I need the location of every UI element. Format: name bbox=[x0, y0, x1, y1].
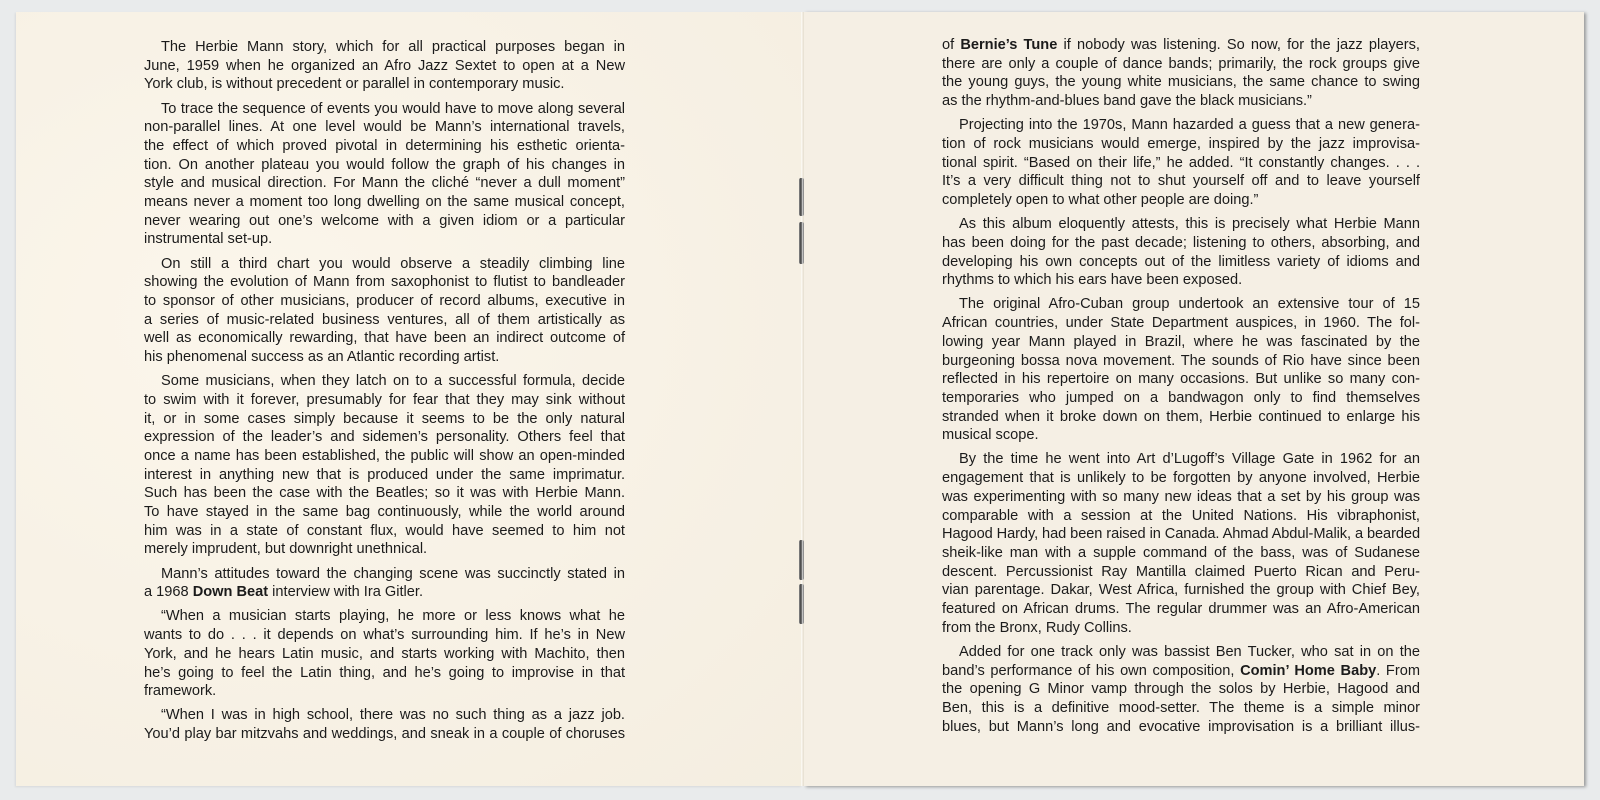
text-line: blues, but Mann’s long and evocative improvisation is a brilliant illus- bbox=[942, 718, 1420, 735]
paragraph bbox=[144, 38, 625, 94]
text-line: temporaries who jumped on a bandwagon only to find themselves bbox=[942, 389, 1420, 406]
text-line: instrumental set-up. bbox=[144, 231, 273, 248]
text-line: showing the evolution of Mann from saxophonist to flutist to bandleader bbox=[144, 274, 625, 291]
text-line: from the Bronx, Rudy Collins. bbox=[942, 619, 1132, 636]
text-line: The Herbie Mann story, which for all practical purposes began in bbox=[161, 39, 625, 55]
text-line: him was in a state of constant flux, would have seemed to him not bbox=[144, 522, 625, 539]
paragraph bbox=[144, 607, 625, 700]
text-line: to swim with it forever, presumably for fear that they may sink without bbox=[144, 391, 625, 408]
text-line: never wearing out one’s welcome with a given idiom or a particular bbox=[144, 212, 625, 229]
paragraph bbox=[942, 36, 1420, 111]
text-line: means never a moment too long dwelling on the same musical concept, bbox=[144, 194, 625, 210]
text-line: was experimenting with so many new ideas that a set by his group was bbox=[942, 488, 1420, 505]
text-line: the young guys, the young white musicians, the same chance to swing bbox=[942, 74, 1420, 91]
text-line: Mann’s attitudes toward the changing scene was succinctly stated in bbox=[161, 565, 625, 582]
text-line: developing his own concepts out of the limitless variety of idioms and bbox=[942, 253, 1420, 270]
text-line: June, 1959 when he organized an Afro Jazz Sextet to open at a New bbox=[144, 57, 625, 74]
text-line: stranded when it broke down on them, Herbie continued to enlarge his bbox=[942, 408, 1420, 425]
text-line: has been doing for the past decade; listening to others, absorbing, and bbox=[942, 234, 1420, 251]
paragraph bbox=[942, 643, 1420, 736]
text-run: . From bbox=[1376, 662, 1420, 679]
text-line: once a name has been established, the public will show an open-minded bbox=[144, 447, 625, 464]
staple-icon bbox=[799, 584, 804, 624]
text-line: Some musicians, when they latch on to a successful formula, decide bbox=[161, 373, 625, 390]
text-line: framework. bbox=[144, 683, 217, 700]
staple-icon bbox=[799, 222, 804, 264]
text-line: Hagood Hardy, had been raised in Canada. Ahmad Abdul-Malik, a bearded bbox=[942, 526, 1420, 543]
paragraph bbox=[942, 295, 1420, 445]
text-line: there are only a couple of dance bands; primarily, the rock groups give bbox=[942, 55, 1420, 72]
text-line: well as economically rewarding, that have been an indirect outcome of bbox=[144, 330, 625, 347]
paragraph bbox=[144, 255, 625, 367]
paragraph bbox=[144, 706, 625, 743]
song-title: Comin’ Home Baby bbox=[1240, 662, 1377, 679]
text-line: interest in anything new that is produced under the same imprimatur. bbox=[144, 466, 625, 483]
text-line: non-parallel lines. At one level would be Mann’s international travels, bbox=[144, 119, 625, 136]
song-title: Bernie’s Tune bbox=[960, 37, 1058, 53]
text-line: Such has been the case with the Beatles; so it was with Herbie Mann. bbox=[144, 485, 625, 502]
text-line: expression of the leader’s and sidemen’s personality. Others feel that bbox=[144, 429, 625, 446]
staple-icon bbox=[799, 540, 804, 580]
text-line: To have stayed in the same bag continuously, while the world around bbox=[144, 504, 625, 520]
text-line: featured on African drums. The regular drummer was an Afro-American bbox=[942, 600, 1420, 617]
text-line: a series of music-related business ventures, all of them artistically as bbox=[144, 311, 625, 328]
text-line: rhythms to which his ears have been exposed. bbox=[942, 272, 1243, 289]
text-line: his phenomenal success as an Atlantic recording artist. bbox=[144, 349, 500, 365]
booklet-spine bbox=[801, 12, 804, 786]
text-line: tion. On another plateau you would follow the graph of his changes in bbox=[144, 156, 625, 173]
paragraph bbox=[942, 116, 1420, 209]
text-run: band’s performance of his own composition, bbox=[942, 662, 1241, 679]
text-line: descent. Percussionist Ray Mantilla claimed Puerto Rican and Peru- bbox=[942, 563, 1420, 580]
text-run: of bbox=[942, 37, 961, 53]
text-line: merely imprudent, but downright unethnical. bbox=[144, 541, 428, 558]
text-line: On still a third chart you would observe a steadily climbing line bbox=[161, 255, 625, 272]
text-run: if nobody was listening. So now, for the jazz players, bbox=[1057, 37, 1420, 53]
text-line: to sponsor of other musicians, producer of record albums, executive in bbox=[144, 292, 625, 309]
text-line: To trace the sequence of events you would have to move along several bbox=[161, 100, 625, 117]
text-run: a 1968 bbox=[144, 584, 193, 601]
text-line bbox=[942, 36, 1420, 55]
publication-title: Down Beat bbox=[192, 584, 269, 601]
text-line: burgeoning bossa nova movement. The sounds of Rio have since been bbox=[942, 352, 1420, 369]
paragraph bbox=[144, 565, 625, 602]
text-line: You’d play bar mitzvahs and weddings, and sneak in a couple of choruses bbox=[144, 726, 625, 743]
text-line bbox=[942, 662, 1420, 681]
text-line: engagement that is unlikely to be forgotten by anyone involved, Herbie bbox=[942, 470, 1420, 487]
text-line: It’s a very difficult thing not to shut yourself off and to leave yourself bbox=[942, 173, 1420, 190]
text-line: Projecting into the 1970s, Mann hazarded a guess that a new genera- bbox=[959, 117, 1420, 134]
text-line: wants to do . . . it depends on what’s surrounding him. If he’s in New bbox=[144, 627, 625, 644]
paragraph bbox=[144, 100, 625, 250]
paragraph bbox=[942, 450, 1420, 637]
text-run: interview with Ira Gitler. bbox=[268, 584, 424, 601]
text-line: the opening G Minor vamp through the solos by Herbie, Hagood and bbox=[942, 681, 1420, 698]
text-line: “When I was in high school, there was no such thing as a jazz job. bbox=[161, 707, 625, 724]
text-line: By the time he went into Art d’Lugoff’s Village Gate in 1962 for an bbox=[959, 451, 1420, 468]
text-line: As this album eloquently attests, this is precisely what Herbie Mann bbox=[959, 216, 1420, 233]
text-line: Added for one track only was bassist Ben Tucker, who sat in on the bbox=[959, 643, 1420, 660]
text-line: as the rhythm-and-blues band gave the black musicians.” bbox=[942, 93, 1312, 110]
staple-icon bbox=[799, 178, 804, 216]
text-line: lowing year Mann played in Brazil, where he was fascinated by the bbox=[942, 333, 1420, 350]
paragraph bbox=[942, 215, 1420, 290]
left-text-column bbox=[144, 38, 625, 749]
text-line: “When a musician starts playing, he more or less knows what he bbox=[161, 608, 625, 625]
text-line: he’s going to feel the Latin thing, and he’s going to improvise in that bbox=[144, 664, 625, 681]
text-line bbox=[144, 583, 625, 602]
text-line: musical scope. bbox=[942, 427, 1039, 444]
right-text-column bbox=[942, 36, 1420, 742]
text-line: African countries, under State Department auspices, in 1960. The fol- bbox=[942, 315, 1420, 332]
text-line: tion of rock musicians would emerge, inspired by the jazz improvisa- bbox=[942, 135, 1420, 152]
text-line: reflected in his repertoire on many occasions. But unlike so many con- bbox=[942, 371, 1420, 388]
text-line: it, or in some cases simply because it seems to be the only natural bbox=[144, 410, 625, 427]
text-line: York, and he hears Latin music, and starts working with Machito, then bbox=[144, 645, 625, 662]
text-line: tional spirit. “Based on their life,” he added. “It constantly changes. . . . bbox=[942, 154, 1420, 171]
text-line: completely open to what other people are doing.” bbox=[942, 192, 1259, 208]
text-line: comparable with a session at the United Nations. His vibraphonist, bbox=[942, 507, 1420, 524]
text-line: sheik-like man with a supple command of the bass, was of Sudanese bbox=[942, 544, 1420, 561]
paragraph bbox=[144, 372, 625, 559]
text-line: vian parentage. Dakar, West Africa, furnished the group with Chief Bey, bbox=[942, 582, 1420, 599]
text-line: The original Afro-Cuban group undertook an extensive tour of 15 bbox=[959, 296, 1420, 313]
text-line: Ben, this is a definitive mood-setter. The theme is a simple minor bbox=[942, 699, 1420, 716]
text-line: style and musical direction. For Mann the cliché “never a dull moment” bbox=[144, 175, 625, 192]
text-line: the effect of which proved pivotal in determining his esthetic orienta- bbox=[144, 137, 625, 154]
text-line: York club, is without precedent or parallel in contemporary music. bbox=[144, 76, 565, 93]
